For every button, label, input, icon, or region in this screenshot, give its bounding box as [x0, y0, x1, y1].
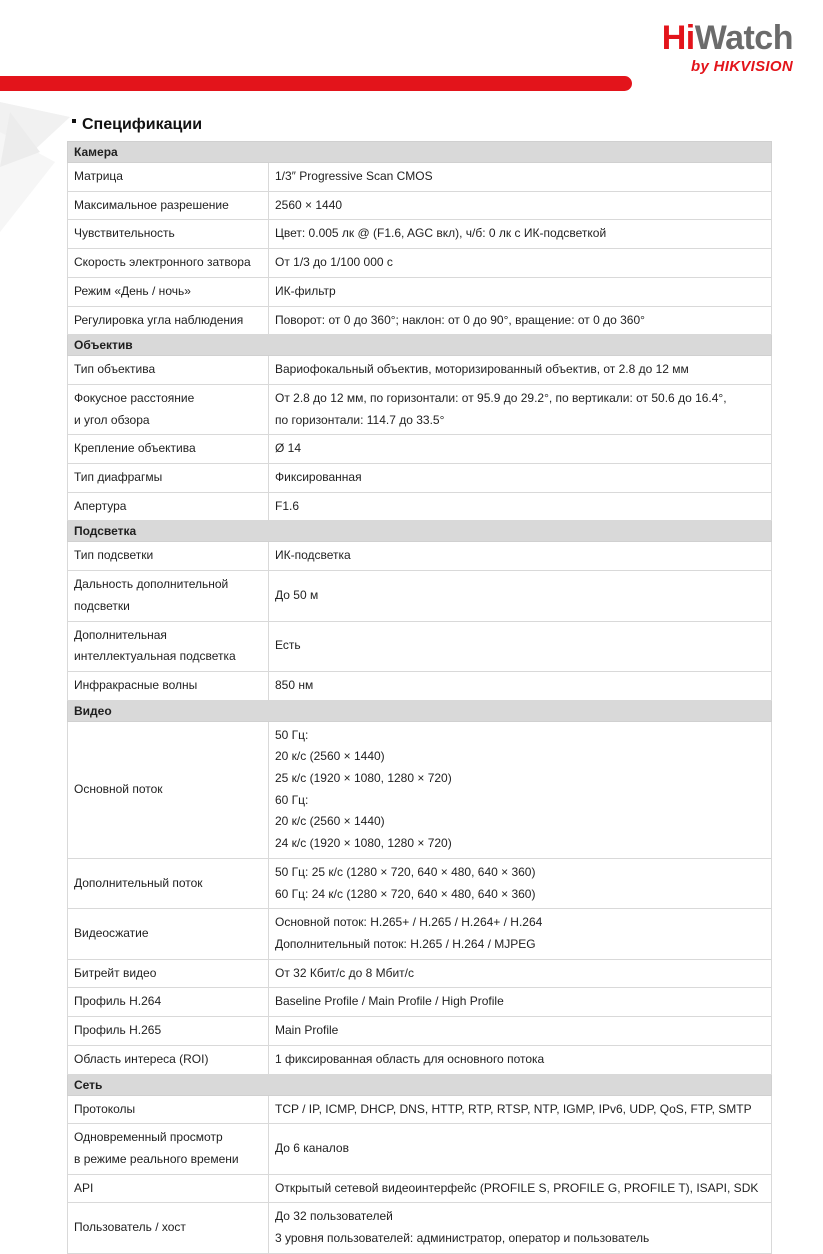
spec-label-line: интеллектуальная подсветка: [74, 649, 236, 664]
spec-value-line: Открытый сетевой видеоинтерфейс (PROFILE S, PROFILE G, PROFILE T), ISAPI, SDK: [275, 1180, 759, 1195]
group-header-row: [68, 335, 772, 356]
spec-value: [269, 1017, 772, 1046]
spec-label-line: Инфракрасные волны: [74, 677, 198, 692]
spec-value-line: 24 к/с (1920 × 1080, 1280 × 720): [275, 836, 452, 851]
spec-value: [269, 435, 772, 464]
spec-label: [68, 277, 269, 306]
spec-label: [68, 1045, 269, 1074]
group-header-row: [68, 1074, 772, 1095]
page-header: [0, 0, 823, 110]
bullet-icon: [72, 119, 76, 123]
spec-label: [68, 306, 269, 335]
spec-row: [68, 464, 772, 493]
spec-label-line: Тип объектива: [74, 362, 156, 377]
spec-value-line: До 50 м: [275, 587, 319, 602]
spec-label-line: и угол обзора: [74, 412, 150, 427]
spec-value-line: 3 уровня пользователей: администратор, оператор и пользователь: [275, 1231, 650, 1246]
spec-value: [269, 464, 772, 493]
spec-label: [68, 249, 269, 278]
spec-value-line: TCP / IP, ICMP, DHCP, DNS, HTTP, RTP, RTSP, NTP, IGMP, IPv6, UDP, QoS, FTP, SMTP: [275, 1101, 752, 1116]
spec-value-line: Есть: [275, 638, 301, 653]
spec-label: [68, 464, 269, 493]
logo-hi: Hi: [661, 19, 695, 57]
spec-row: [68, 1124, 772, 1174]
spec-row: [68, 306, 772, 335]
group-header-row: [68, 142, 772, 163]
spec-row: [68, 1095, 772, 1124]
spec-label: [68, 1095, 269, 1124]
spec-label: [68, 671, 269, 700]
spec-label-line: Тип подсветки: [74, 548, 154, 563]
spec-row: [68, 249, 772, 278]
spec-row: [68, 542, 772, 571]
spec-label: [68, 220, 269, 249]
spec-label: [68, 621, 269, 671]
spec-value: [269, 220, 772, 249]
spec-row: [68, 621, 772, 671]
spec-value-line: 60 Гц: 24 к/с (1280 × 720, 640 × 480, 640 × 360): [275, 886, 536, 901]
spec-row: [68, 435, 772, 464]
spec-row: [68, 909, 772, 959]
spec-label: [68, 435, 269, 464]
spec-label-line: Одновременный просмотр: [74, 1130, 223, 1145]
spec-value: [269, 571, 772, 621]
spec-value-line: От 2.8 до 12 мм, по горизонтали: от 95.9 до 29.2°, по вертикали: от 50.6 до 16.4°,: [275, 390, 727, 405]
logo-subtitle: by HIKVISION: [691, 58, 793, 75]
spec-value: [269, 384, 772, 434]
spec-value-line: Основной поток: H.265+ / H.265 / H.264+ / H.264: [275, 915, 543, 930]
spec-label-line: подсветки: [74, 598, 130, 613]
spec-value: [269, 1203, 772, 1253]
spec-label: [68, 721, 269, 858]
group-title: Объектив: [68, 335, 772, 356]
spec-value: [269, 1174, 772, 1203]
spec-label: [68, 356, 269, 385]
spec-value-line: ИК-фильтр: [275, 283, 336, 298]
spec-label-line: Режим «День / ночь»: [74, 283, 191, 298]
spec-row: [68, 959, 772, 988]
group-title: Сеть: [68, 1074, 772, 1095]
spec-value-line: От 32 Кбит/с до 8 Мбит/с: [275, 965, 414, 980]
spec-row: [68, 163, 772, 192]
spec-row: [68, 988, 772, 1017]
spec-value: [269, 621, 772, 671]
spec-row: [68, 858, 772, 908]
spec-value: [269, 249, 772, 278]
spec-label: [68, 571, 269, 621]
spec-label-line: Крепление объектива: [74, 441, 196, 456]
spec-row: [68, 671, 772, 700]
spec-value-line: 25 к/с (1920 × 1080, 1280 × 720): [275, 771, 452, 786]
spec-row: [68, 191, 772, 220]
spec-label-line: Тип диафрагмы: [74, 470, 163, 485]
spec-label-line: Скорость электронного затвора: [74, 255, 251, 270]
spec-value-line: Поворот: от 0 до 360°; наклон: от 0 до 90°, вращение: от 0 до 360°: [275, 312, 645, 327]
spec-row: [68, 721, 772, 858]
spec-value-line: Фиксированная: [275, 470, 362, 485]
spec-value: [269, 356, 772, 385]
spec-row: [68, 356, 772, 385]
spec-label-line: API: [74, 1180, 94, 1195]
spec-value: [269, 959, 772, 988]
spec-label: [68, 1203, 269, 1253]
spec-label-line: Дополнительная: [74, 627, 167, 642]
spec-label-line: Максимальное разрешение: [74, 197, 229, 212]
spec-value-line: ИК-подсветка: [275, 548, 351, 563]
header-red-bar: [0, 76, 632, 91]
spec-label-line: в режиме реального времени: [74, 1151, 239, 1166]
spec-value: [269, 1045, 772, 1074]
spec-row: [68, 1174, 772, 1203]
spec-label-line: Чувствительность: [74, 226, 175, 241]
spec-label-line: Видеосжатие: [74, 926, 149, 941]
group-header-row: [68, 700, 772, 721]
spec-label-line: Профиль H.265: [74, 1023, 162, 1038]
group-title: Камера: [68, 142, 772, 163]
spec-value-line: 20 к/с (2560 × 1440): [275, 749, 385, 764]
spec-value-line: Baseline Profile / Main Profile / High Profile: [275, 994, 504, 1009]
spec-value: [269, 858, 772, 908]
spec-value-line: Дополнительный поток: H.265 / H.264 / MJPEG: [275, 936, 536, 951]
section-title-text: Спецификации: [82, 116, 203, 133]
spec-row: [68, 277, 772, 306]
hiwatch-logo: [625, 20, 793, 80]
spec-label-line: Матрица: [74, 169, 123, 183]
spec-value: [269, 671, 772, 700]
spec-label: [68, 1174, 269, 1203]
spec-label-line: Дальность дополнительной: [74, 577, 229, 592]
spec-value-line: F1.6: [275, 498, 300, 513]
spec-value-line: 1 фиксированная область для основного потока: [275, 1051, 545, 1066]
spec-label-line: Апертура: [74, 498, 127, 513]
spec-label: [68, 1124, 269, 1174]
spec-label: [68, 191, 269, 220]
group-header-row: [68, 521, 772, 542]
spec-label-line: Дополнительный поток: [74, 875, 203, 890]
spec-table: [67, 141, 772, 1254]
spec-label-line: Область интереса (ROI): [74, 1051, 209, 1066]
spec-label: [68, 988, 269, 1017]
spec-value-line: 50 Гц: 25 к/с (1280 × 720, 640 × 480, 640 × 360): [275, 864, 536, 879]
spec-row: [68, 1203, 772, 1253]
spec-label-line: Профиль H.264: [74, 994, 162, 1009]
spec-row: [68, 1017, 772, 1046]
spec-label: [68, 384, 269, 434]
spec-label: [68, 1017, 269, 1046]
spec-label: [68, 492, 269, 521]
spec-label-line: Пользователь / хост: [74, 1220, 186, 1235]
spec-value: [269, 721, 772, 858]
spec-value: [269, 277, 772, 306]
spec-label: [68, 542, 269, 571]
spec-value: [269, 542, 772, 571]
spec-label: [68, 909, 269, 959]
spec-value-line: До 6 каналов: [275, 1141, 349, 1156]
spec-label: [68, 959, 269, 988]
spec-row: [68, 384, 772, 434]
spec-label: [68, 858, 269, 908]
spec-row: [68, 492, 772, 521]
spec-value: [269, 163, 772, 192]
spec-value-line: Main Profile: [275, 1023, 339, 1038]
spec-label-line: Основной поток: [74, 781, 163, 796]
spec-value-line: по горизонтали: 114.7 до 33.5°: [275, 412, 445, 427]
spec-label: [68, 163, 269, 192]
spec-value-line: 2560 × 1440: [275, 197, 343, 212]
spec-row: [68, 571, 772, 621]
spec-value: [269, 1095, 772, 1124]
spec-row: [68, 220, 772, 249]
spec-row: [68, 1045, 772, 1074]
spec-value: [269, 1124, 772, 1174]
spec-value-line: 20 к/с (2560 × 1440): [275, 814, 385, 829]
spec-label-line: Фокусное расстояние: [74, 390, 195, 405]
spec-value: [269, 988, 772, 1017]
spec-value-line: До 32 пользователей: [275, 1209, 393, 1224]
spec-value-line: 1/3″ Progressive Scan CMOS: [275, 169, 433, 183]
logo-watch: Watch: [694, 19, 793, 57]
section-title: [72, 116, 202, 134]
spec-value-line: 850 нм: [275, 677, 314, 692]
spec-value: [269, 909, 772, 959]
spec-value: [269, 492, 772, 521]
group-title: Подсветка: [68, 521, 772, 542]
spec-value-line: Цвет: 0.005 лк @ (F1.6, AGC вкл), ч/б: 0 лк с ИК-подсветкой: [275, 226, 607, 241]
spec-value-line: Ø 14: [275, 441, 302, 456]
spec-label-line: Регулировка угла наблюдения: [74, 312, 244, 327]
spec-value-line: Вариофокальный объектив, моторизированный объектив, от 2.8 до 12 мм: [275, 362, 689, 377]
spec-value-line: 50 Гц:: [275, 727, 309, 742]
spec-label-line: Протоколы: [74, 1101, 136, 1116]
spec-value-line: 60 Гц:: [275, 792, 309, 807]
spec-value: [269, 306, 772, 335]
spec-value: [269, 191, 772, 220]
group-title: Видео: [68, 700, 772, 721]
spec-value-line: От 1/3 до 1/100 000 с: [275, 255, 393, 270]
spec-label-line: Битрейт видео: [74, 965, 157, 980]
